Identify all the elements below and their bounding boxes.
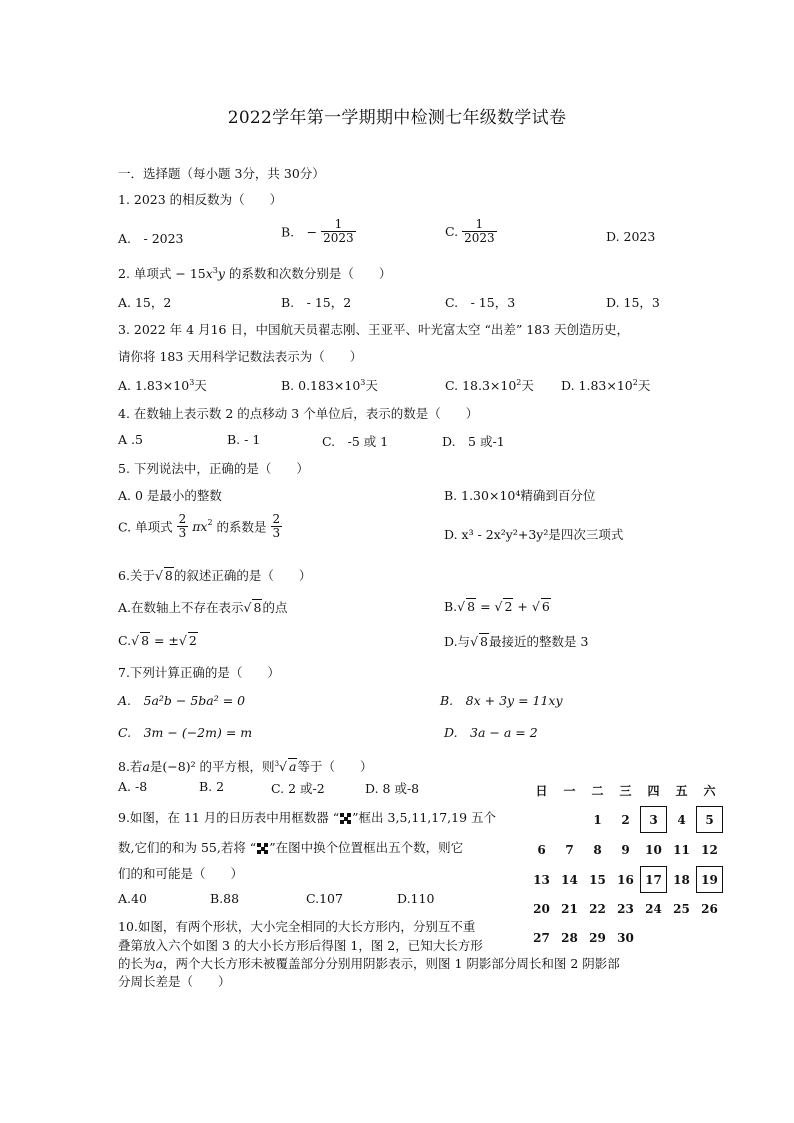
calendar-day: 1	[593, 812, 602, 827]
question-9-line1: 9.如图，在 11 月的日历表中用框数器 “ ”框出 3,5,11,17,19 五个	[118, 810, 497, 825]
q8-option-a: A. -8	[118, 779, 148, 794]
q1-option-a: A. - 2023	[118, 231, 184, 246]
cross-frame-icon	[340, 813, 351, 824]
calendar-weekday-header: 五	[675, 784, 688, 798]
calendar-day: 25	[673, 901, 690, 916]
question-1-stem: 1. 2023 的相反数为（ ）	[118, 192, 283, 207]
calendar-day: 29	[589, 930, 606, 945]
calendar-day: 15	[589, 872, 606, 887]
q9-option-a: A.40	[118, 891, 147, 906]
q9-option-c: C.107	[306, 891, 343, 906]
calendar-day: 9	[621, 842, 630, 857]
q2-option-c: C. - 15，3	[445, 295, 516, 310]
calendar-day: 8	[593, 842, 602, 857]
calendar-weekday-header: 三	[619, 784, 632, 798]
section-heading: 一．选择题（每小题 3分，共 30分）	[118, 166, 325, 181]
calendar-day: 24	[645, 901, 662, 916]
q3-option-b: B. $0.183\times 10^3$天	[281, 377, 378, 393]
calendar-day: 10	[645, 842, 662, 857]
q8-option-c: C. 2 或-2	[271, 781, 325, 796]
question-9-line2: 数,它们的和为 55,若将 “ ”在图中换个位置框出五个数，则它	[118, 840, 464, 855]
q4-option-d: D. 5 或-1	[442, 434, 505, 449]
calendar-day: 28	[561, 930, 578, 945]
calendar-day: 22	[589, 901, 606, 916]
question-2-stem: 2. 单项式 − $15x^3y$ 的系数和次数分别是（ ）	[118, 265, 392, 281]
q3-option-a: A. $1.83\times 10^3$天	[118, 377, 207, 393]
q7-option-b: B. 8x + 3y = 11xy	[440, 693, 563, 708]
calendar-day: 26	[701, 901, 718, 916]
calendar-weekday-header: 日	[535, 784, 548, 798]
q6-option-d: D.与√ 8最接近的整数是 3	[444, 634, 589, 649]
calendar-day: 30	[617, 930, 634, 945]
q3-option-d: D. $1.83\times 10^2$天	[561, 377, 651, 393]
q2-option-b: B. - 15，2	[281, 295, 352, 310]
calendar-day: 17	[640, 866, 667, 893]
page-title: 2022学年第一学期期中检测七年级数学试卷	[227, 108, 567, 128]
question-3-stem-line1: 3. 2022 年 4 月16 日，中国航天员翟志刚、王亚平、叶光富太空 “出差” 183 天创造历史，	[118, 322, 630, 337]
question-10-line3: 的长为a，两个大长方形未被覆盖部分分别用阴影表示，则图 1 阴影部分周长和图 2 阴影部	[118, 956, 620, 971]
calendar-day: 20	[533, 901, 550, 916]
question-5-stem: 5. 下列说法中，正确的是（ ）	[118, 461, 309, 476]
calendar-weekday-header: 六	[703, 784, 716, 798]
q4-option-c: C. -5 或 1	[322, 434, 389, 449]
q6-option-c: C.√ 8 = ±√ 2	[118, 633, 197, 648]
q5-option-d: D. x³ - 2x²y²+3y²是四次三项式	[444, 527, 624, 542]
q4-option-b: B. - 1	[227, 432, 261, 447]
q9-option-b: B.88	[210, 891, 240, 906]
q9-option-d: D.110	[397, 891, 435, 906]
calendar-day: 27	[533, 930, 550, 945]
q2-option-a: A. 15，2	[118, 295, 172, 310]
q6-option-a: A.在数轴上不存在表示√ 8的点	[118, 600, 288, 615]
q3-option-c: C. $18.3\times 10^2$天	[445, 377, 534, 393]
calendar-day: 2	[621, 812, 630, 827]
q5-option-c: C. 单项式 $\frac{2}{3}$ $\pi x^2$ 的系数是 $\frac{2}{3}$	[118, 512, 281, 541]
q1-option-b: B. − $\frac{1}{2023}$	[281, 217, 354, 246]
q7-option-c: C. 3m − (−2m) = m	[118, 725, 253, 740]
question-4-stem: 4. 在数轴上表示数 2 的点移动 3 个单位后，表示的数是（ ）	[118, 406, 479, 421]
calendar-day: 16	[617, 872, 634, 887]
question-7-stem: 7.下列计算正确的是（ ）	[118, 665, 280, 680]
q8-option-b: B. 2	[199, 779, 225, 794]
question-8-stem: 8.若a是(−8)² 的平方根，则$^3$√ a等于（ ）	[118, 759, 373, 774]
q7-option-d: D. 3a − a = 2	[444, 725, 538, 740]
q5-option-a: A. 0 是最小的整数	[118, 488, 222, 503]
question-9-line3: 们的和可能是（ ）	[118, 866, 244, 881]
q4-option-a: A .5	[118, 432, 143, 447]
calendar-day: 14	[561, 872, 578, 887]
question-3-stem-line2: 请你将 183 天用科学记数法表示为（ ）	[118, 349, 363, 364]
calendar-day: 12	[701, 842, 718, 857]
calendar-day: 4	[677, 812, 686, 827]
calendar-day: 13	[533, 872, 550, 887]
q1-option-c: C. $\frac{1}{2023}$	[445, 217, 495, 246]
question-10-line1: 10.如图，有两个形状，大小完全相同的大长方形内，分别互不重	[118, 919, 476, 934]
calendar-day: 5	[696, 806, 723, 833]
calendar-weekday-header: 一	[563, 784, 576, 798]
calendar-day: 23	[617, 901, 634, 916]
q1-option-d: D. 2023	[606, 229, 656, 244]
calendar-day: 7	[565, 842, 574, 857]
q5-option-b: B. 1.30×10⁴精确到百分位	[444, 488, 596, 503]
calendar-day: 21	[561, 901, 578, 916]
question-10-line2: 叠第放入六个如图 3 的大小长方形后得图 1，图 2，已知大长方形	[118, 938, 483, 953]
q2-option-d: D. 15，3	[606, 295, 660, 310]
calendar-day: 6	[537, 842, 546, 857]
cross-frame-icon	[257, 843, 268, 854]
q6-option-b: B.√ 8 = √ 2 + √ 6	[444, 599, 550, 614]
calendar-day: 19	[696, 866, 723, 893]
calendar-figure	[528, 782, 733, 962]
calendar-weekday-header: 二	[591, 784, 604, 798]
calendar-day: 18	[673, 872, 690, 887]
calendar-day: 11	[673, 842, 690, 857]
q7-option-a: A. 5a²b − 5ba² = 0	[118, 693, 246, 708]
calendar-day: 3	[640, 806, 667, 833]
question-6-stem: 6.关于√ 8的叙述正确的是（ ）	[118, 568, 312, 583]
q8-option-d: D. 8 或-8	[365, 781, 420, 796]
question-10-line4: 分周长差是（ ）	[118, 974, 231, 989]
calendar-weekday-header: 四	[647, 784, 660, 798]
